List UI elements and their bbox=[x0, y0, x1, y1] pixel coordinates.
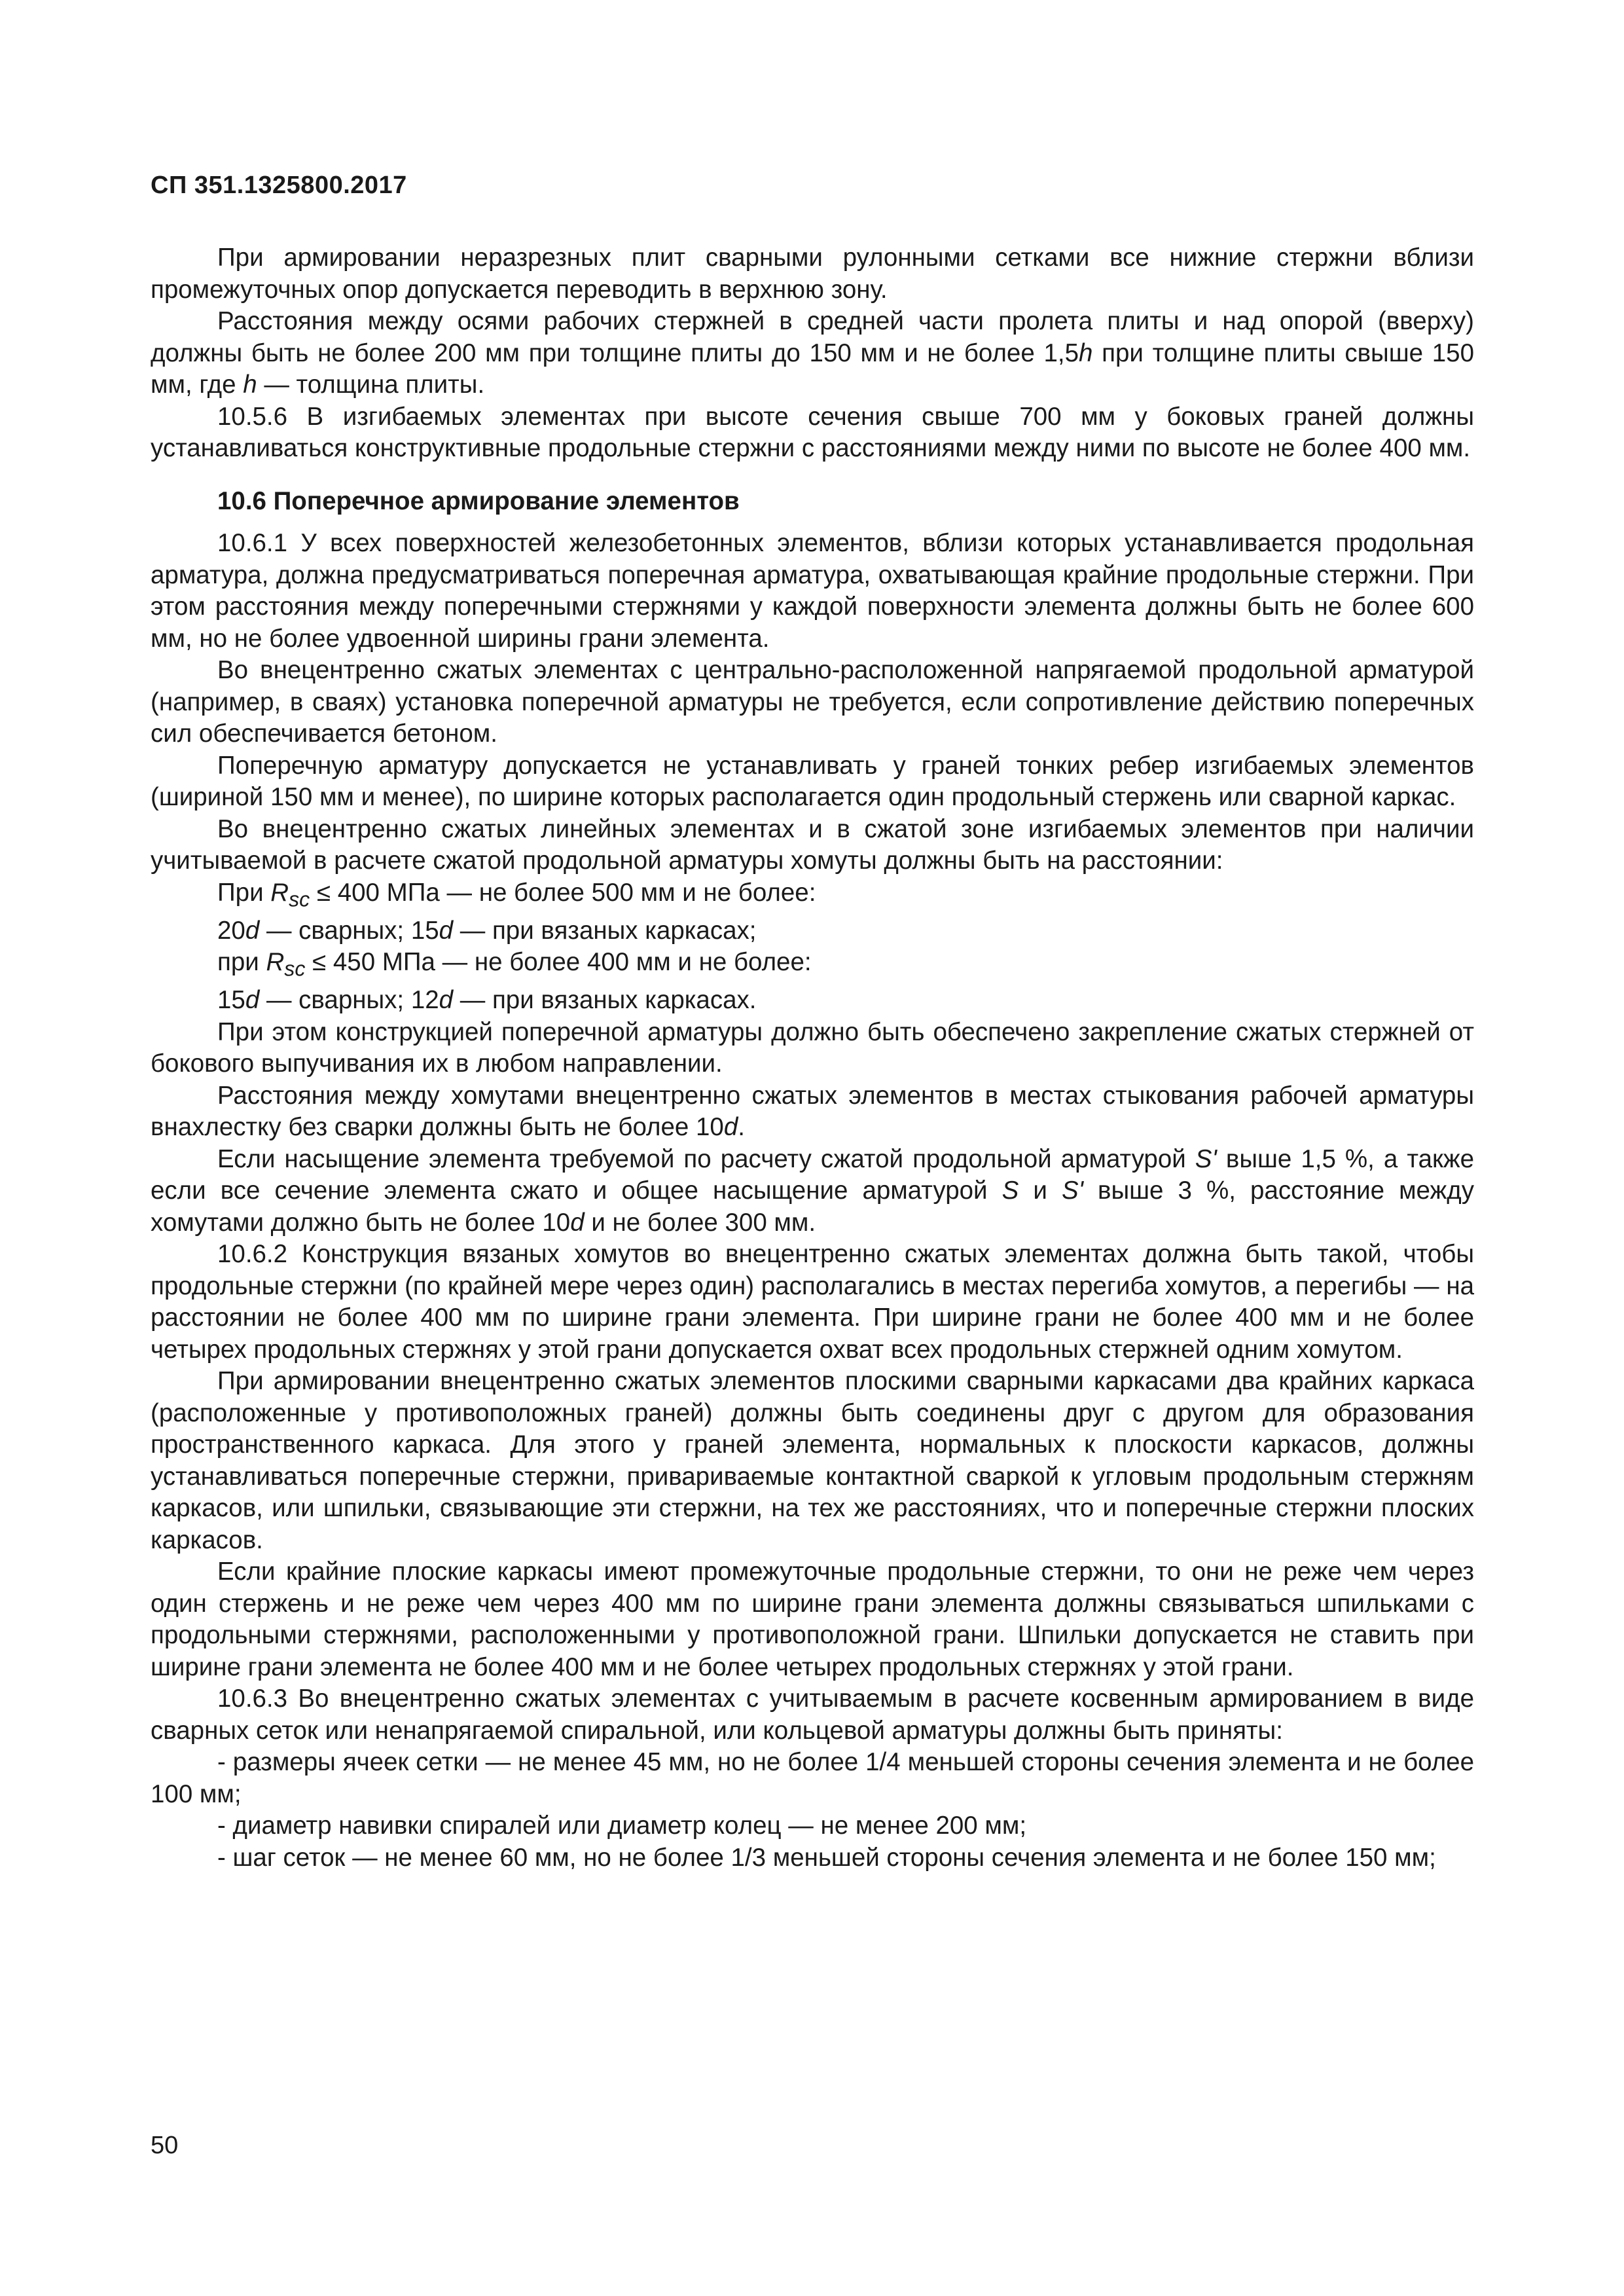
symbol-d: d bbox=[570, 1208, 585, 1237]
list-item-mesh-cells: - размеры ячеек сетки — не менее 45 мм, но не более 1/4 меньшей стороны сечения элемента и не более 100 мм; bbox=[151, 1748, 1474, 1808]
text-run: — сварных; 12 bbox=[259, 986, 439, 1015]
symbol-d: d bbox=[245, 916, 260, 945]
text-run: ≤ 450 МПа — не более 400 мм и не более: bbox=[305, 948, 812, 977]
paragraph-10-6-2: 10.6.2 Конструкция вязаных хомутов во внецентренно сжатых элементах должна быть такой, чтобы продольные стержни (по крайней мере через один) располагались в местах перегиба хомутов, а перегибы — на расстоянии не более 400 мм по ширине грани элемента. При ширине грани не более 400 мм и не более четырех продольных стержнях у этой грани допускается охват всех продольных стержней одним хомутом. bbox=[151, 1240, 1474, 1364]
paragraph-intermediate-bars: Если крайние плоские каркасы имеют промежуточные продольные стержни, то они не реже чем через один стержень и не реже чем через 400 мм по ширине грани элемента должны связываться шпильками с продольными стержнями, расположенными у противоположной грани. Шпильки допускается не ставить при ширине грани элемента не более 400 мм и не более четырех продольных стержнях у этой грани. bbox=[151, 1558, 1474, 1681]
document-code-header: СП 351.1325800.2017 bbox=[151, 172, 407, 199]
paragraph-bar-spacing bbox=[151, 306, 1474, 401]
symbol-h: h bbox=[1079, 338, 1093, 367]
paragraph-continuous-slabs: При армировании неразрезных плит сварными рулонными сетками все нижние стержни вблизи промежуточных опор допускается переводить в верхнюю зону. bbox=[151, 244, 1474, 304]
text-run: . bbox=[738, 1113, 745, 1142]
text-run: и bbox=[1019, 1176, 1062, 1205]
document-body bbox=[151, 242, 1474, 1874]
text-run: — сварных; 15 bbox=[259, 916, 439, 945]
symbol-r: R bbox=[266, 948, 285, 977]
symbol-d: d bbox=[245, 986, 260, 1015]
paragraph-buckling: При этом конструкцией поперечной арматуры должно быть обеспечено закрепление сжатых стержней от бокового выпучивания их в любом направлении. bbox=[151, 1017, 1474, 1078]
symbol-h: h bbox=[243, 371, 257, 399]
condition-rsc-400 bbox=[151, 877, 1474, 915]
text-run: Расстояния между осями рабочих стержней в средней части пролета плиты и над опорой (вверху) должны быть не более 200 мм при толщине плиты до 150 мм и не более 1,5 bbox=[151, 307, 1474, 367]
paragraph-lap-splices bbox=[151, 1080, 1474, 1144]
subscript-sc: sc bbox=[284, 957, 306, 981]
list-item-mesh-pitch: - шаг сеток — не менее 60 мм, но не более 1/3 меньшей стороны сечения элемента и не более 150 мм; bbox=[217, 1843, 1436, 1872]
text-run: ≤ 400 МПа — не более 500 мм и не более: bbox=[310, 878, 816, 907]
paragraph-stirrup-distance: Во внецентренно сжатых линейных элементах и в сжатой зоне изгибаемых элементов при наличии учитываемой в расчете сжатой продольной арматуры хомуты должны быть на расстоянии: bbox=[151, 814, 1474, 875]
paragraph-10-6-3: 10.6.3 Во внецентренно сжатых элементах с учитываемым в расчете косвенным армированием в виде сварных сеток или ненапрягаемой спиральной, или кольцевой арматуры должны быть приняты: bbox=[151, 1685, 1474, 1745]
text-run: и не более 300 мм. bbox=[584, 1208, 816, 1237]
text-run: — при вязаных каркасах. bbox=[453, 986, 757, 1015]
text-run: При bbox=[217, 878, 271, 907]
subscript-sc: sc bbox=[289, 887, 310, 911]
symbol-d: d bbox=[723, 1113, 738, 1142]
paragraph-welded-frames: При армировании внецентренно сжатых элементов плоскими сварными каркасами два крайних каркаса (расположенные у противоположных граней) должны быть соединены друг с другом для образования пространственного каркаса. Для этого у граней элемента, нормальных к плоскости каркасов, должны устанавливаться поперечные стержни, привариваемые контактной сваркой к угловым продольным стержням каркасов, или шпильки, связывающие эти стержни, на тех же расстояниях, что и поперечные стержни плоских каркасов. bbox=[151, 1367, 1474, 1554]
symbol-s-prime: S' bbox=[1061, 1176, 1083, 1205]
symbol-d: d bbox=[439, 916, 454, 945]
paragraph-eccentric-prestressed: Во внецентренно сжатых элементах с центрально-расположенной напрягаемой продольной арматурой (например, в сваях) установка поперечной арматуры не требуется, если сопротивление действию поперечных сил обеспечивается бетоном. bbox=[151, 656, 1474, 748]
condition-20d bbox=[151, 915, 1474, 947]
paragraph-saturation bbox=[151, 1144, 1474, 1239]
text-run: 15 bbox=[217, 986, 245, 1015]
symbol-r: R bbox=[270, 878, 289, 907]
text-run: — толщина плиты. bbox=[257, 371, 485, 399]
section-heading-10-6: 10.6 Поперечное армирование элементов bbox=[217, 486, 740, 515]
paragraph-thin-ribs: Поперечную арматуру допускается не устанавливать у граней тонких ребер изгибаемых элементов (шириной 150 мм и менее), по ширине которых располагается один продольный стержень или сварной каркас. bbox=[151, 751, 1474, 811]
paragraph-10-6-1: 10.6.1 У всех поверхностей железобетонных элементов, вблизи которых устанавливается продольная арматура, должна предусматриваться поперечная арматура, охватывающая крайние продольные стержни. При этом расстояния между поперечными стержнями у каждой поверхности элемента должны быть не более 600 мм, но не более удвоенной ширины грани элемента. bbox=[151, 529, 1474, 653]
symbol-d: d bbox=[439, 986, 454, 1015]
text-run: выше 3 %, расстояние между хомутами должно быть не более 10 bbox=[151, 1176, 1474, 1237]
list-item-spiral-diameter: - диаметр навивки спиралей или диаметр колец — не менее 200 мм; bbox=[217, 1812, 1027, 1840]
text-run: Если насыщение элемента требуемой по расчету сжатой продольной арматурой bbox=[217, 1144, 1195, 1173]
page-number: 50 bbox=[151, 2132, 179, 2159]
text-run: — при вязаных каркасах; bbox=[453, 916, 757, 945]
symbol-s: S bbox=[1001, 1176, 1019, 1205]
text-run: выше 1,5 %, а также если все сечение элемента сжато и общее насыщение арматурой bbox=[151, 1144, 1474, 1205]
paragraph-10-5-6: 10.5.6 В изгибаемых элементах при высоте сечения свыше 700 мм у боковых граней должны устанавливаться конструктивные продольные стержни с расстояниями между ними по высоте не более 400 мм. bbox=[151, 402, 1474, 462]
text-run: Расстояния между хомутами внецентренно сжатых элементов в местах стыкования рабочей арматуры внахлестку без сварки должны быть не более 10 bbox=[151, 1081, 1474, 1142]
text-run: 20 bbox=[217, 916, 245, 945]
condition-rsc-450 bbox=[151, 947, 1474, 985]
condition-15d bbox=[151, 985, 1474, 1017]
text-run: при толщине плиты свыше 150 мм, где bbox=[151, 338, 1474, 399]
symbol-s-prime: S' bbox=[1195, 1144, 1217, 1173]
text-run: при bbox=[217, 948, 266, 977]
